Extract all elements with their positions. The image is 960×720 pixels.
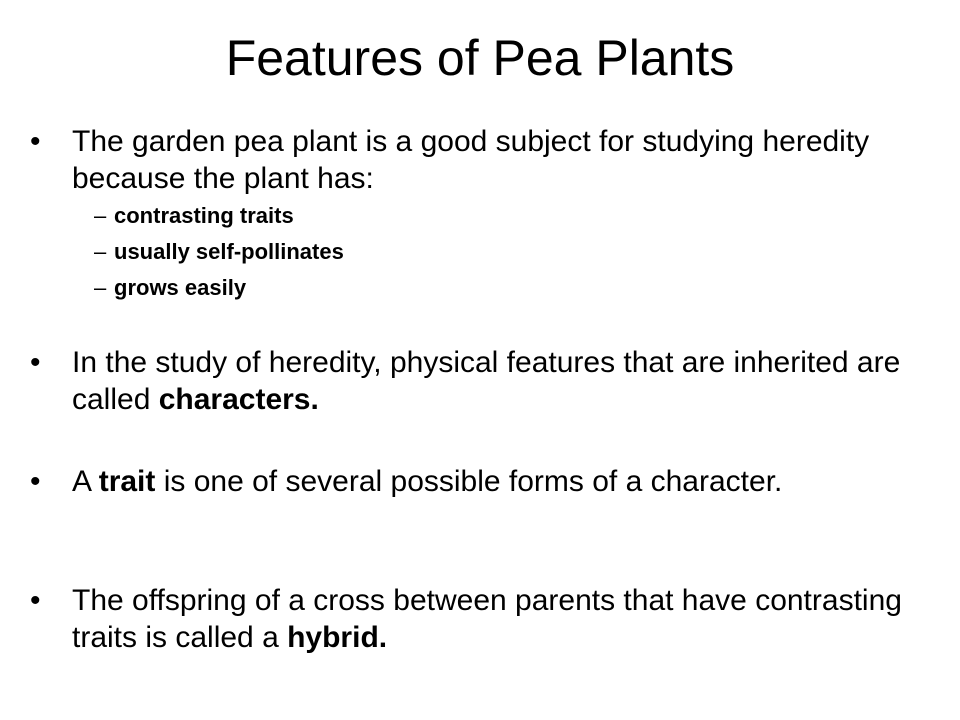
- bullet-text-plain: The offspring of a cross between parents that have contrasting traits is called a: [72, 584, 902, 654]
- bullet-text: [72, 463, 930, 500]
- slide-title: Features of Pea Plants: [225, 30, 735, 86]
- bullet-text-plain: is one of several possible forms of a character.: [155, 465, 783, 498]
- sub-marker: –: [94, 275, 107, 300]
- sub-marker: –: [94, 203, 107, 228]
- sub-item-text: contrasting traits: [114, 203, 294, 228]
- sub-item-text: grows easily: [114, 275, 247, 300]
- bullet-item: [30, 123, 930, 197]
- sub-list-item: [94, 234, 794, 270]
- bullet-text-bold: hybrid.: [287, 621, 388, 654]
- bullet-text-plain: In the study of heredity, physical features that are inherited are called: [72, 346, 901, 416]
- bullet-text-bold: trait: [98, 465, 156, 498]
- bullet-text: [72, 582, 930, 656]
- bullet-item: [30, 582, 930, 656]
- bullet-marker: •: [30, 346, 41, 379]
- sub-list: [94, 198, 794, 306]
- bullet-text: The garden pea plant is a good subject for studying heredity because the plant has:: [72, 125, 870, 195]
- bullet-marker: •: [30, 125, 41, 158]
- bullet-item: [30, 344, 930, 418]
- bullet-item: [30, 463, 930, 500]
- sub-list-item: [94, 270, 794, 306]
- bullet-marker: •: [30, 584, 41, 617]
- sub-item-text: usually self-pollinates: [114, 239, 344, 264]
- bullet-text-plain: A: [72, 465, 99, 498]
- bullet-text: [72, 344, 930, 418]
- bullet-text-bold: characters.: [158, 383, 319, 416]
- sub-marker: –: [94, 239, 107, 264]
- sub-list-item: [94, 198, 794, 234]
- bullet-marker: •: [30, 465, 41, 498]
